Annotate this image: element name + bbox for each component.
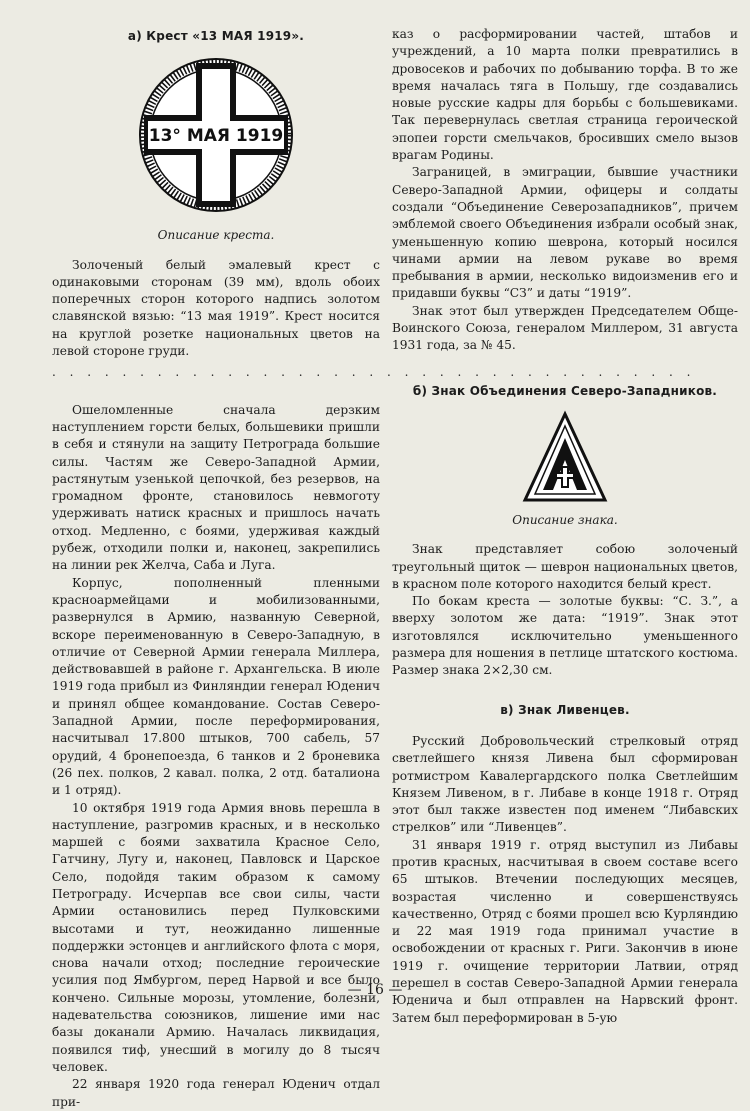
badge-emblem: [392, 412, 738, 504]
right-paragraph: Русский Добровольческий стрелковый отряд светлейшего князя Ливена был сформирован ротмистром Кавалергардского полка Светлейшим Князем Ливеном, в г. Либаве в конце 1918 г. Отряд этот был также известен под именем “Либавских стрелков” или “Ливенцев”.: [392, 733, 738, 835]
right-paragraph: По бокам креста — золотые буквы: “С. З.”, а вверху золотом же дата: “1919”. Знак этот изготовлялся исключительно уменьшенного размера для ношения в петлице штатского костюма. Размер знака 2×2,30 см.: [392, 594, 738, 678]
left-paragraph: 22 января 1920 года генерал Юденич отдал при-: [52, 1077, 380, 1109]
cross-inscription: 13° МАЯ 1919: [148, 126, 284, 147]
cross-emblem: [52, 55, 380, 215]
right-mid-body: [392, 541, 738, 679]
badge-caption: Описание знака.: [512, 512, 618, 527]
right-column: [392, 0, 738, 1027]
right-top-body: [392, 26, 738, 355]
left-paragraph: 10 октября 1919 года Армия вновь перешла в наступление, разгромив красных, и в несколько маршей с боями захватила Красное Село, Гатчину, Лугу и, наконец, Павловск и Царское Село, подойдя таким образом к самому Петрограду. Исчерпав все свои силы, части Армии остановились перед Пулковскими высотами и тут, неожиданно лишенные поддержки эстонцев и английского флота с моря, снова начали отход; последние героические усилия под Ямбургом, перед Нарвой и все было кончено. Сильные морозы, утомление, болезни, надевательства союзников, лишение ими нас базы доканали Армию. Началась ликвидация, появился тиф, унесший в могилу до 8 тысяч человек.: [52, 800, 380, 1074]
left-paragraph: Ошеломленные сначала дерзким наступлением горсти белых, большевики пришли в себя и стянули на защиту Петрограда большие силы. Частям же Северо-Западной Армии, растянутым узенькой цепочкой, без резервов, на громадном фронте, становилось невмоготу удерживать натиск красных и пришлось начать отход. Медленно, с боями, удерживая каждый рубеж, отходили полки и, наконец, закрепились на линии рек Желча, Саба и Луга.: [52, 402, 380, 573]
right-paragraph: Знак этот был утвержден Председателем Обще-Воинского Союза, генералом Миллером, 31 августа 1931 года, за № 45.: [392, 303, 738, 353]
heading-cross: а) Крест «13 МАЯ 1919».: [127, 29, 305, 43]
heading-liventsy: в) Знак Ливенцев.: [500, 702, 630, 717]
cross-caption: Описание креста.: [157, 228, 275, 243]
left-body: [52, 402, 380, 1111]
cross-description: Золоченый белый эмалевый крест с одинаковыми сторонам (39 мм), вдоль обоих поперечных сторон которого надпись золотом славянской вязью: “13 мая 1919”. Крест носится на круглой розетке национальных цветов на левой стороне груди.: [52, 257, 380, 359]
right-paragraph: Заграницей, в эмиграции, бывшие участники Северо-Западной Армии, офицеры и солдаты создали “Объединение Северозападников”, причем эмблемой своего Объединения избрали особый знак, уменьшенную копию шеврона, который носился чинами армии на левом рукаве во время пребывания в армии, несколько видоизменив его и придавши буквы “СЗ” и даты “1919”.: [392, 165, 738, 301]
page-number: — 16 —: [347, 982, 403, 998]
left-paragraph: Корпус, пополненный пленными красноармейцами и мобилизованными, развернулся в Армию, названную Северной, вскоре переименованную в Северо-Западную, в отличие от Северной Армии генерала Миллера, действовавшей в районе г. Архангельска. В июле 1919 года прибыл из Финляндии генерал Юденич и принял общее командование. Состав Северо-Западной Армии, после переформирования, насчитывал 17.800 штыков, 700 сабель, 57 орудий, 4 бронепоезда, 6 танков и 2 броневика (26 пех. полков, 2 кавал. полка, 2 отд. баталиона и 1 отряд).: [52, 575, 380, 798]
right-paragraph: каз о расформировании частей, штабов и учреждений, а 10 марта полки превратились в дровосеков и рабочих по добыванию торфа. В то же время началась тяга в Польшу, где создавались новые русские кадры для борьбы с большевиками. Так перевернулась светлая страница героической эпопеи горсти смельчаков, бросивших смело вызов врагам Родины.: [392, 27, 738, 163]
separator-dots: . . . . . . . . . . . . . . . . . . . . . . . . . . . . . . . . . . . . .: [52, 365, 696, 380]
right-paragraph: 31 января 1919 г. отряд выступил из Либавы против красных, насчитывая в своем составе всего 65 штыков. Втечении последующих месяцев, возрастая численно и совершенствуясь качественно, Отряд с боями прошел всю Курляндию и 22 мая 1919 года принимал участие в освобождении от красных г. Риги. Закончив в июне 1919 г. очищение территории Латвии, отряд перешел в состав Северо-Западной Армии генерала Юденича и был отправлен на Нарвский фронт. Затем был переформирован в 5-ую: [392, 837, 738, 1025]
cross-emblem-image: [136, 55, 296, 215]
right-paragraph: Знак представляет собою золоченый треугольный щиток — шеврон национальных цветов, в красном поле которого находится белый крест.: [392, 542, 738, 591]
badge-emblem-image: [523, 412, 607, 504]
heading-badge: б) Знак Объединения Северо-Западников.: [412, 383, 718, 398]
